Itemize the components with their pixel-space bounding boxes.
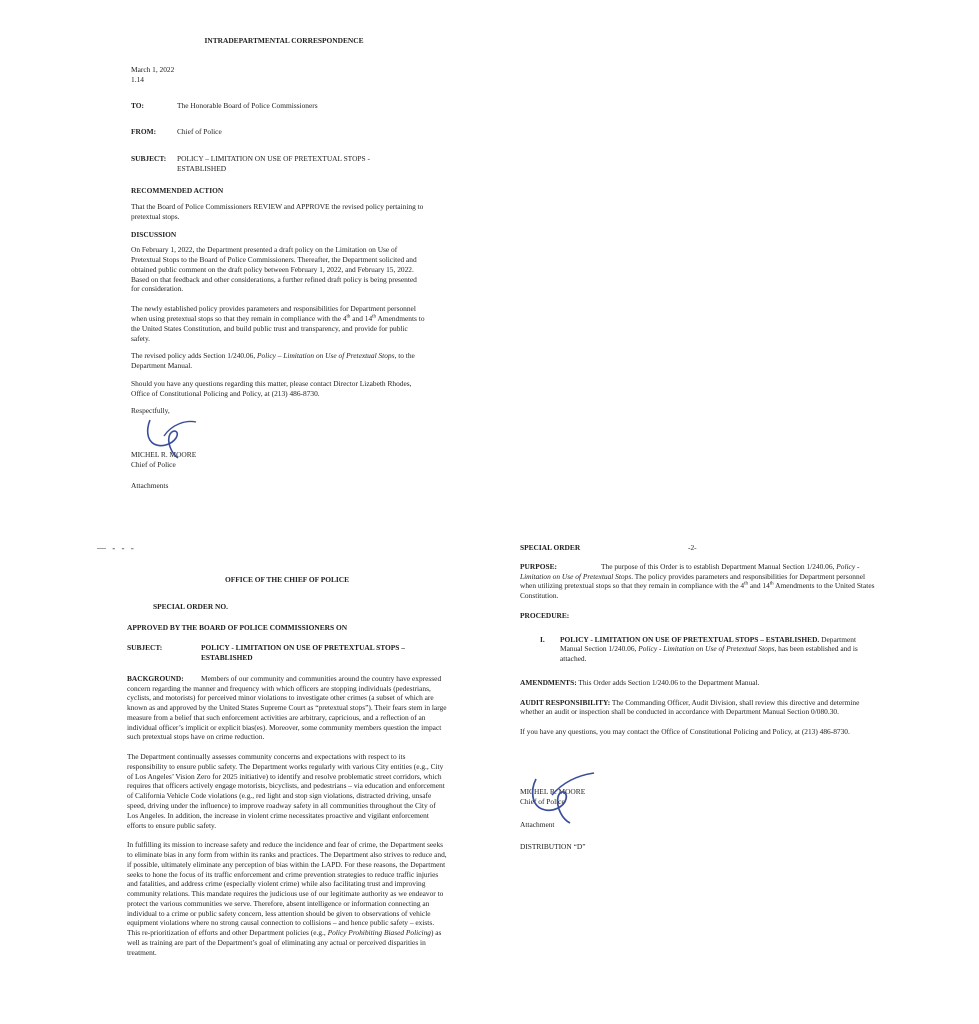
background-label: BACKGROUND:: [127, 673, 184, 683]
procedure-item-text-b: , has been established and is attached.: [560, 644, 858, 664]
purpose-text-c: and 14: [748, 581, 770, 591]
amendments-label: AMENDMENTS:: [520, 677, 577, 687]
discussion-heading: DISCUSSION: [131, 229, 177, 239]
purpose-paragraph: [520, 562, 876, 601]
memo-subject-row: [131, 154, 427, 174]
discussion-para-2: [131, 304, 427, 343]
purpose-label: PURPOSE:: [520, 561, 557, 571]
questions-paragraph: If you have any questions, you may contact the Office of Constitutional Policing and Policy, at (213) 486-8730.: [520, 727, 850, 737]
page2-header-left: SPECIAL ORDER: [520, 543, 581, 552]
purpose-italic: Policy - Limitation on Use of Pretextual Stops: [520, 561, 860, 581]
biased-policing-italic: Policy Prohibiting Biased Policing: [327, 928, 431, 938]
procedure-item-italic: Policy - Limitation on Use of Pretextual Stops: [638, 644, 775, 654]
discussion-para-4: Should you have any questions regarding this matter, please contact Director Lizabeth Rhodes, Office of Constitutional Policing and Policy, at (213) 486-8730.: [131, 378, 412, 398]
memo-from-value: Chief of Police: [177, 127, 222, 137]
purpose-text-d: Amendments to the United States Constitution.: [520, 581, 875, 601]
memo-signer-name: MICHEL R. MOORE: [131, 450, 197, 460]
page2-signature-image: [522, 767, 602, 827]
page-edge-marks: — - - -: [97, 543, 136, 553]
order-subject-value: [201, 643, 405, 663]
sup-th: th: [372, 314, 377, 320]
memo-subject-line1: POLICY – LIMITATION ON USE OF PRETEXTUAL STOPS -: [177, 153, 370, 163]
special-order-number: SPECIAL ORDER NO.: [153, 601, 228, 611]
page2-attachment: Attachment: [520, 820, 555, 830]
office-header: OFFICE OF THE CHIEF OF POLICE: [224, 575, 350, 584]
memo-from-label: FROM:: [131, 127, 157, 137]
procedure-item: [520, 635, 876, 664]
procedure-item-text: [560, 635, 876, 664]
procedure-item-text-a: Department Manual Section 1/240.06,: [560, 634, 857, 654]
sup-th: th: [744, 581, 749, 587]
discussion-para-3-a: The revised policy adds Section 1/240.06,: [131, 351, 258, 361]
memo-to-label: TO:: [131, 101, 145, 111]
discussion-para-2-c: Amendments to the United States Constitution, and build public trust and transparency, and provide for public safety.: [131, 314, 425, 343]
memo-signature-image: [138, 414, 208, 462]
purpose-text-a: The purpose of this Order is to establish Department Manual Section 1/240.06,: [601, 561, 837, 571]
order-para-3-a: In fulfilling its mission to increase safety and reduce the incidence and fear of crime, the Department seeks to eliminate bias in any form from within its ranks and practices. The Department also strives to reduce and, if possible, ultimately eliminate any perception of bias within the LAPD. For these reasons, the Department seeks to hone the focus of its traffic enforcement and crime prevention strategies to reduce traffic injuries and fatalities, and address crime (especially violent crime) while also facilitating trust and improving community relations. This mandate requires the judicious use of our legitimate authority as we endeavor to protect the various communities we serve. Therefore, absent intelligence or information connecting an individual to a crime or public safety concern, less attention should be given to observations of vehicle equipment violations where no strong causal connection to collisions – and hence public safety – exists. This re-prioritization of efforts and other Department policies (e.g.,: [127, 840, 447, 938]
order-subject-line2: ESTABLISHED: [201, 653, 253, 663]
order-para-3: [127, 840, 447, 957]
discussion-para-3: [131, 351, 427, 371]
procedure-item-title: POLICY - LIMITATION ON USE OF PRETEXTUAL STOPS – ESTABLISHED.: [560, 634, 820, 644]
special-order-page: [127, 575, 447, 958]
sup-th: th: [346, 314, 351, 320]
policy-title-italic: Policy – Limitation on Use of Pretextual Stops: [257, 351, 395, 361]
order-subject-line1: POLICY - LIMITATION ON USE OF PRETEXTUAL STOPS –: [201, 643, 405, 653]
order-subject-label: SUBJECT:: [127, 643, 163, 653]
background-text: Members of our community and communities around the country have expressed concern regarding the manner and frequency with which officers are stopping individuals (pedestrians, cyclists, and motorists) for perceived minor violations to investigate other crimes (a subset of which are known as and approved by the United States Supreme Court as “pretextual stops”). Their fears stem in large measure from a belief that such enforcement activities are arbitrary, capricious, and a reflection of an individual officer’s implicit or explicit bias(es). Moreover, some community members question the impact such pretextual stops have on crime reduction.: [127, 673, 447, 742]
memo-from-row: [131, 127, 427, 137]
audit-label: AUDIT RESPONSIBILITY:: [520, 697, 611, 707]
approved-line: APPROVED BY THE BOARD OF POLICE COMMISSIONERS ON: [127, 622, 348, 632]
amendments-paragraph: [520, 678, 876, 688]
memo-date-block: [131, 65, 427, 85]
audit-text: The Commanding Officer, Audit Division, shall review this directive and determine whether an audit or inspection shall be conducted in accordance with Department Manual Section 0/080.30.: [520, 697, 860, 717]
audit-paragraph: [520, 698, 876, 718]
page2-signer-title: Chief of Police: [520, 796, 565, 806]
page2-distribution: DISTRIBUTION “D”: [520, 842, 586, 852]
purpose-text-b: . The policy provides parameters and responsibilities for Department personnel when utilizing pretextual stops so that they remain in compliance with the 4: [520, 571, 866, 591]
memo-signer-title: Chief of Police: [131, 459, 176, 469]
discussion-para-2-a: The newly established policy provides parameters and responsibilities for Department personnel when using pretextual stops so that they remain in compliance with the 4: [131, 304, 416, 324]
discussion-para-3-b: , to the Department Manual.: [131, 351, 415, 371]
amendments-text: This Order adds Section 1/240.06 to the Department Manual.: [576, 677, 760, 687]
memo-subject-line2: ESTABLISHED: [177, 163, 227, 173]
procedure-label: PROCEDURE:: [520, 610, 570, 620]
memo-header: INTRADEPARTMENTAL CORRESPONDENCE: [204, 36, 364, 45]
recommended-heading: RECOMMENDED ACTION: [131, 186, 224, 196]
order-para-3-b: ) as well as training are part of the Department’s goal of eliminating any actual or perceived disparities in treatment.: [127, 928, 442, 957]
discussion-para-1: On February 1, 2022, the Department presented a draft policy on the Limitation on Use of Pretextual Stops to the Board of Police Commissioners. Thereafter, the Department solicited and obtained public comment on the draft policy between February 1, 2022, and February 15, 2022. Based on that feedback and other considerations, a further refined draft policy is being presented for consideration.: [131, 245, 417, 294]
page2-header: [520, 543, 876, 553]
discussion-para-2-b: and 14: [350, 314, 373, 324]
memo-to-value: The Honorable Board of Police Commissioners: [177, 101, 318, 111]
memo-subject-value: [177, 154, 370, 174]
memo-to-row: [131, 101, 427, 111]
recommended-text: That the Board of Police Commissioners REVIEW and APPROVE the revised policy pertaining to pretextual stops.: [131, 202, 424, 221]
order-para-2: The Department continually assesses community concerns and expectations with respect to its responsibility to ensure public safety. The Department works regularly with various City entities (e.g., City of Los Angeles’ Vision Zero for 2025 initiative) to identify and resolve problematic street corridors, which requires that officers actively engage motorists, bicyclists, and pedestrians – via education and enforcement of California Vehicle Code violations (e.g., red light and stop sign violations, distracted driving, unsafe speed, driving under the influence) to improve roadway safety in all communities throughout the City of Los Angeles. In addition, the increase in violent crime necessitates proactive and vigilant enforcement efforts to ensure public safety.: [127, 752, 445, 830]
order-subject-row: [127, 643, 447, 663]
memo-subject-label: SUBJECT:: [131, 153, 167, 163]
memo-closing: Respectfully,: [131, 406, 170, 416]
page2-signer-name: MICHEL R. MOORE: [520, 786, 586, 796]
procedure-item-number: I.: [540, 634, 545, 644]
memo-date: March 1, 2022: [131, 64, 175, 74]
page2-number: -2-: [688, 543, 697, 552]
sup-th: th: [769, 581, 774, 587]
background-paragraph: [127, 674, 447, 742]
memo-attachments: Attachments: [131, 480, 169, 490]
memo-reference: 1.14: [131, 74, 144, 84]
